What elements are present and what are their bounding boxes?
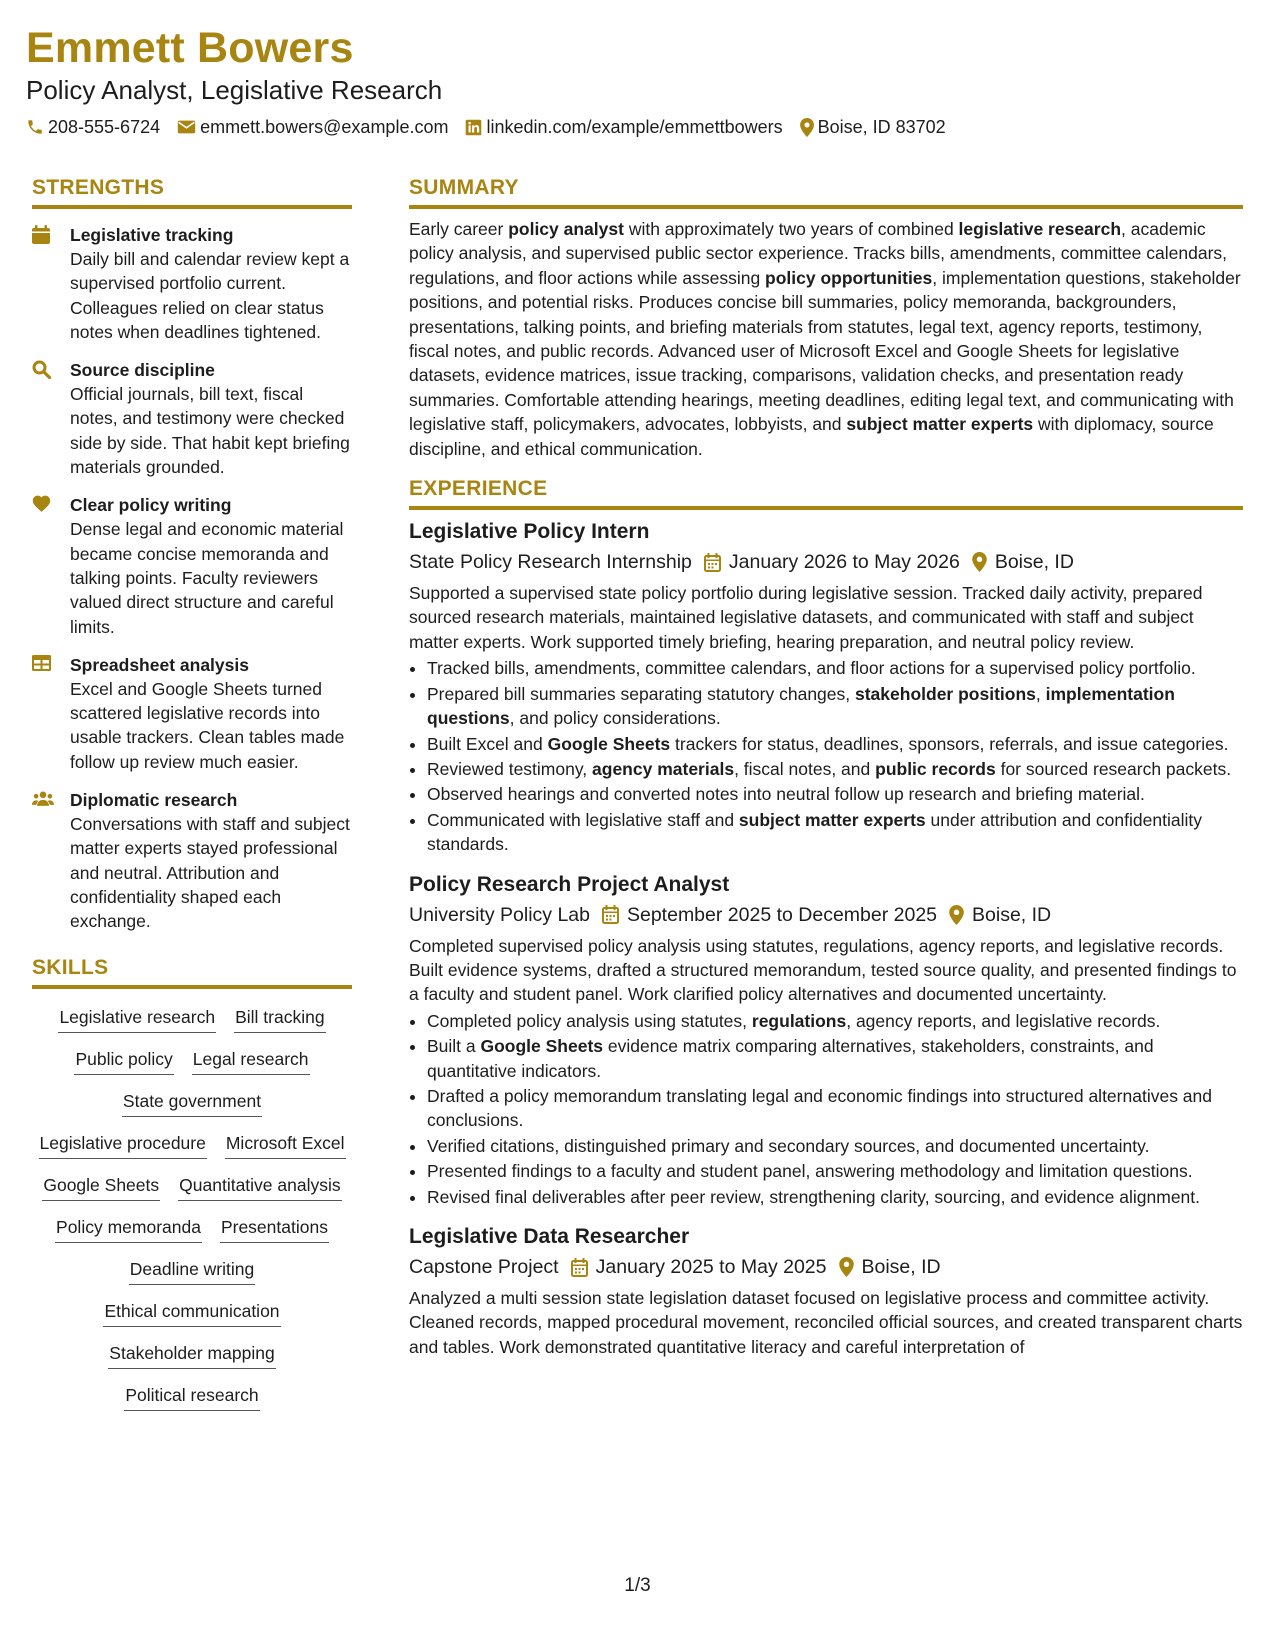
- job-description: Supported a supervised state policy portfolio during legislative session. Tracked daily activity, prepared sourced research materials, maintained legislative datasets, and communicated with staff and subject matter experts. Work supported timely briefing, hearing preparation, and neutral policy review.: [409, 583, 1203, 652]
- skill-tag: Google Sheets: [42, 1173, 160, 1201]
- skill-tag: Public policy: [74, 1047, 173, 1075]
- location-pin-icon: [972, 552, 987, 572]
- emphasis-text: Google Sheets: [480, 1036, 604, 1057]
- skill-tag: Legislative research: [58, 1005, 216, 1033]
- strength-title: Source discipline: [70, 360, 215, 381]
- job-bullet: • Built Excel and Google Sheets trackers for status, deadlines, sponsors, referrals, and issue categories.: [427, 732, 1243, 756]
- users-icon: [32, 790, 54, 807]
- job-title: Policy Research Project Analyst: [409, 872, 730, 896]
- job-bullets: [409, 656, 1243, 856]
- heart-icon: [32, 495, 51, 512]
- envelope-icon: [177, 119, 196, 135]
- contact-phone-text: 208-555-6724: [48, 117, 161, 137]
- job-location: Boise, ID: [861, 1256, 941, 1278]
- summary-text: Early career policy analyst with approximately two years of combined legislative research, academic policy analysis, and supervised public sector experience. Tracks bills, amendments, committee calendars, regulations, and floor actions while assessing policy opportunities, implementation questions, stakeholder positions, and potential risks. Produces concise bill summaries, policy memoranda, backgrounders, presentations, talking points, and briefing materials from statutes, legal text, agency reports, testimony, fiscal notes, and public records. Advanced user of Microsoft Excel and Google Sheets for legislative datasets, evidence matrices, issue tracking, comparisons, validation checks, and presentation ready summaries. Comfortable attending hearings, meeting deadlines, editing legal text, and communicating with legislative staff, policymakers, advocates, lobbyists, and subject matter experts with diplomacy, source discipline, and ethical communication.: [409, 219, 1241, 459]
- strengths-section: [32, 174, 352, 934]
- emphasis-text: policy opportunities: [765, 267, 933, 288]
- phone-icon: [26, 118, 44, 136]
- emphasis-text: stakeholder positions: [855, 683, 1036, 704]
- skill-tag: Political research: [124, 1383, 259, 1411]
- contact-bar: [26, 115, 1246, 139]
- contact-linkedin[interactable]: [465, 115, 782, 139]
- strength-item: [32, 223, 352, 344]
- job-meta: [409, 901, 1243, 929]
- job-bullet: • Reviewed testimony, agency materials, fiscal notes, and public records for sourced research packets.: [427, 757, 1243, 781]
- skill-tag: Quantitative analysis: [178, 1173, 341, 1201]
- summary-heading: SUMMARY: [409, 174, 1243, 209]
- job-title: Legislative Policy Intern: [409, 520, 650, 544]
- strength-item: [32, 653, 352, 774]
- strength-description: Conversations with staff and subject matter experts stayed professional and neutral. Attribution and confidentiality shaped each exchange.: [70, 814, 350, 932]
- strengths-heading: STRENGTHS: [32, 174, 352, 209]
- job-dates: January 2026 to May 2026: [728, 551, 960, 574]
- skill-tag: Legal research: [192, 1047, 310, 1075]
- job-organization: Capstone Project: [409, 1256, 559, 1278]
- strength-description: Daily bill and calendar review kept a supervised portfolio current. Colleagues relied on clear status notes when deadlines tightened.: [70, 249, 350, 342]
- summary-section: [409, 174, 1243, 461]
- contact-email-text: emmett.bowers@example.com: [200, 117, 449, 137]
- contact-linkedin-text: linkedin.com/example/emmettbowers: [486, 117, 783, 137]
- skill-tag: Presentations: [220, 1215, 329, 1243]
- job-description: Analyzed a multi session state legislation dataset focused on legislative process and committee activity. Cleaned records, mapped procedural movement, reconciled official sources, and created transparent charts and tables. Work demonstrated quantitative literacy and careful interpretation of: [409, 1288, 1243, 1357]
- calendar-icon: [602, 905, 619, 924]
- emphasis-text: Google Sheets: [547, 733, 671, 754]
- contact-phone[interactable]: [26, 115, 160, 139]
- strength-title: Clear policy writing: [70, 495, 232, 516]
- skill-tag: Policy memoranda: [55, 1215, 202, 1243]
- job-bullet: • Prepared bill summaries separating statutory changes, stakeholder positions, implementation questions, and policy considerations.: [427, 682, 1243, 731]
- job-bullet: • Verified citations, distinguished primary and secondary sources, and documented uncertainty.: [427, 1134, 1243, 1158]
- location-pin-icon: [800, 118, 814, 137]
- job-meta: [409, 1253, 1243, 1281]
- job-bullet: • Communicated with legislative staff and subject matter experts under attribution and confidentiality standards.: [427, 808, 1243, 857]
- emphasis-text: agency materials: [592, 758, 735, 779]
- resume-header: [26, 22, 1246, 139]
- search-icon: [32, 360, 51, 379]
- strength-description: Dense legal and economic material became concise memoranda and talking points. Faculty reviewers valued direct structure and careful limits.: [70, 519, 344, 637]
- skill-tag: Ethical communication: [103, 1299, 280, 1327]
- skills-list: [32, 997, 352, 1411]
- strength-title: Legislative tracking: [70, 225, 234, 245]
- right-column: [409, 174, 1243, 1359]
- experience-heading: EXPERIENCE: [409, 475, 1243, 510]
- job-bullet: • Tracked bills, amendments, committee calendars, and floor actions for a supervised policy portfolio.: [427, 656, 1243, 680]
- strength-title: Spreadsheet analysis: [70, 654, 249, 675]
- contact-email[interactable]: [177, 115, 448, 139]
- experience-section: [409, 475, 1243, 1359]
- job-description: Completed supervised policy analysis using statutes, regulations, agency reports, and legislative records. Built evidence systems, drafted a structured memorandum, tested source quality, and presented findings to a faculty and student panel. Work clarified policy alternatives and documented uncertainty.: [409, 935, 1237, 1005]
- job-bullet: • Completed policy analysis using statutes, regulations, agency reports, and legislative records.: [427, 1009, 1243, 1033]
- skill-tag: Bill tracking: [234, 1005, 325, 1033]
- skill-tag: Microsoft Excel: [225, 1131, 346, 1159]
- job-entry: [409, 871, 1243, 1209]
- job-bullet: • Presented findings to a faculty and student panel, answering methodology and limitation questions.: [427, 1159, 1243, 1183]
- emphasis-text: regulations: [751, 1010, 847, 1031]
- emphasis-text: implementation questions: [427, 683, 1175, 729]
- emphasis-text: public records: [875, 758, 996, 779]
- job-bullets: [409, 1009, 1243, 1209]
- job-entry: [409, 518, 1243, 856]
- job-location: Boise, ID: [972, 903, 1052, 926]
- strength-item: [32, 358, 352, 479]
- emphasis-text: subject matter experts: [738, 809, 926, 830]
- skill-tag: Deadline writing: [129, 1257, 256, 1285]
- linkedin-icon: [465, 119, 482, 136]
- job-bullet: • Revised final deliverables after peer review, strengthening clarity, sourcing, and evidence alignment.: [427, 1185, 1243, 1209]
- strength-item: [32, 788, 352, 933]
- skill-tag: Legislative procedure: [39, 1131, 207, 1159]
- job-organization: State Policy Research Internship: [409, 551, 692, 574]
- left-column: [32, 174, 352, 1411]
- job-entry: [409, 1223, 1243, 1359]
- calendar-icon: [704, 553, 721, 572]
- job-organization: University Policy Lab: [409, 903, 590, 926]
- job-meta: [409, 548, 1243, 576]
- job-dates: January 2025 to May 2025: [595, 1256, 827, 1278]
- calendar-icon: [32, 225, 50, 244]
- location-pin-icon: [949, 905, 964, 925]
- strength-description: Excel and Google Sheets turned scattered legislative records into usable trackers. Clean tables made follow up review much easier.: [70, 678, 345, 772]
- job-location: Boise, ID: [994, 551, 1074, 574]
- strength-description: Official journals, bill text, fiscal notes, and testimony were checked side by side. That habit kept briefing materials grounded.: [70, 384, 350, 478]
- job-dates: September 2025 to December 2025: [626, 903, 938, 926]
- candidate-headline: Policy Analyst, Legislative Research: [26, 75, 443, 105]
- emphasis-text: policy analyst: [508, 219, 624, 239]
- location-pin-icon: [839, 1257, 854, 1277]
- calendar-icon: [571, 1258, 588, 1277]
- emphasis-text: legislative research: [958, 219, 1122, 239]
- job-title: Legislative Data Researcher: [409, 1225, 690, 1248]
- table-icon: [32, 655, 51, 671]
- contact-location-text: Boise, ID 83702: [817, 117, 946, 137]
- skill-tag: State government: [122, 1089, 262, 1117]
- strength-title: Diplomatic research: [70, 790, 238, 811]
- job-bullet: • Observed hearings and converted notes into neutral follow up research and briefing material.: [427, 782, 1243, 806]
- skills-heading: SKILLS: [32, 954, 352, 989]
- contact-location: [800, 115, 946, 139]
- job-bullet: • Drafted a policy memorandum translating legal and economic findings into structured alternatives and conclusions.: [427, 1084, 1243, 1133]
- candidate-name: Emmett Bowers: [26, 24, 354, 72]
- job-bullet: • Built a Google Sheets evidence matrix comparing alternatives, stakeholders, constraints, and quantitative indicators.: [427, 1034, 1243, 1083]
- skill-tag: Stakeholder mapping: [108, 1341, 275, 1369]
- skills-section: [32, 954, 352, 1411]
- emphasis-text: subject matter experts: [846, 414, 1034, 435]
- page-number: 1/3: [624, 1575, 651, 1596]
- strength-item: [32, 493, 352, 638]
